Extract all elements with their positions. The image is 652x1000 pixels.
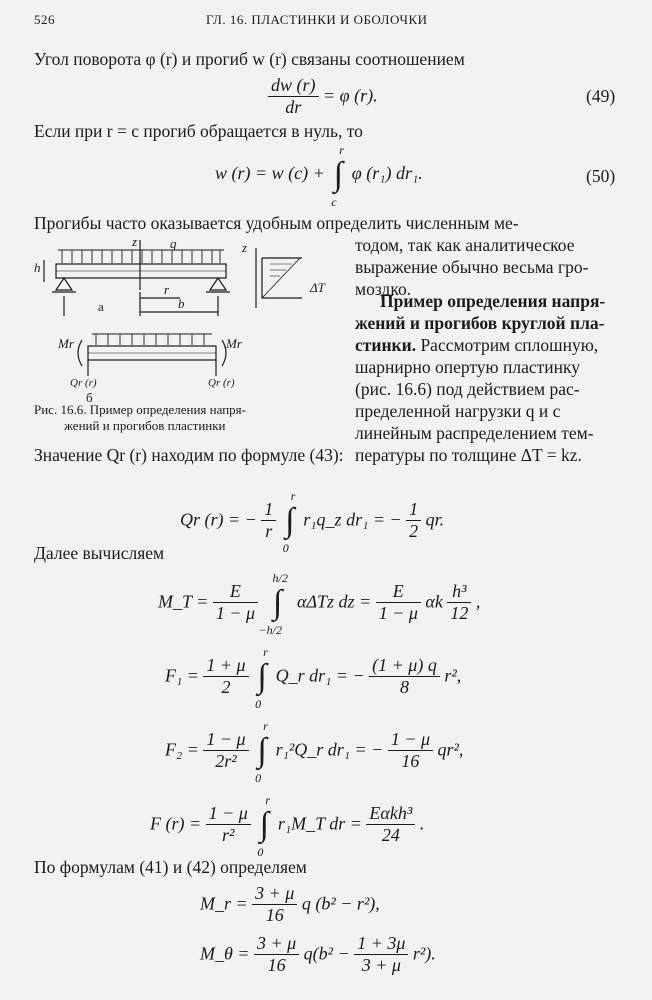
paragraph-6: По формулам (41) и (42) определяем [34,857,307,877]
figure-caption-line-2: жений и прогибов пластинки [64,418,226,433]
equation-f2 [165,719,464,786]
label-b: b [178,296,185,311]
derivative-fraction [268,76,319,118]
example-line-3-rest: Рассмотрим сплошную, [420,335,599,355]
example-title-line-1: Пример определения напря- [380,291,606,311]
equation-lhs: F₂ = [165,739,199,760]
fraction-numerator: (1 + μ) q [369,656,440,677]
example-line-3 [355,334,598,356]
fraction-denominator: 16 [401,750,420,771]
paragraph-3-line-3: выражение обычно весьма гро- [355,257,589,277]
label-a: a [98,299,104,314]
equation-tail: . [419,813,425,834]
page-number: 526 [34,12,55,27]
integral-sign: ∫ r 0 [282,489,296,556]
fraction-denominator: r² [222,824,235,845]
equation-number-50: (50) [586,166,616,186]
integrand: φ (r₁) dr₁. [351,163,423,184]
equation-lhs: M_T = [158,591,209,612]
paragraph-3-line-4: моздко. [355,279,412,299]
integrand: r₁M_T dr = [277,813,362,834]
fraction-denominator: 2r² [215,750,237,771]
example-line-5: (рис. 16.6) под действием рас- [355,379,580,399]
equation-lhs: F₁ = [165,665,199,686]
integrand: r₁²Q_r dr₁ = − [275,739,384,760]
integral-sign: ∫ h/2 −h/2 [258,571,288,638]
equation-mid: αk [425,591,443,612]
fraction-denominator: 24 [381,824,400,845]
example-line-8: пературы по толщине ΔT = kz. [355,445,582,465]
fraction-denominator: r [265,520,273,541]
equation-tail: , [475,591,481,612]
equation-mr [200,884,380,926]
equation-lhs: F (r) = [150,813,202,834]
label-h: h [34,260,41,275]
fraction-numerator: 1 − μ [206,804,251,825]
upper-limit: r [339,143,344,157]
label-mr-left: Mr [58,336,74,351]
lower-limit: 0 [257,845,264,860]
fraction-denominator: 8 [399,676,409,697]
fraction-denominator: 3 + μ [361,954,401,975]
equation-lhs: M_r = [200,893,248,914]
upper-limit: h/2 [272,571,288,586]
fraction-denominator: dr [285,96,302,117]
fraction-numerator: 1 [261,500,276,521]
integral-sign: ∫ r c [331,143,344,209]
equation-tail: qr. [425,509,445,530]
equation-tail: r²). [412,943,436,964]
paragraph-3-line-2: тодом, так как аналитическое [355,235,575,255]
equation-lhs: w (r) = w (c) + [215,163,325,184]
equation-tail: q (b² − r²), [301,893,380,914]
equation-number-49: (49) [586,86,616,106]
equation-rhs: = φ (r). [323,85,378,106]
paragraph-5: Далее вычисляем [34,543,165,563]
fraction-numerator: E [376,582,421,603]
equation-lhs: M_θ = [200,943,250,964]
integrand: Q_r dr₁ = − [275,665,365,686]
label-qr-right: Qr (r) [208,377,235,389]
label-q: q [170,236,177,251]
example-line-4: шарнирно опертую пластинку [355,357,580,377]
equation-lhs: Qr (r) = − [180,509,257,530]
lower-limit: c [331,195,337,209]
fraction-denominator: 16 [267,954,286,975]
paragraph-2: Если при r = c прогиб обращается в нуль, то [34,121,363,141]
fraction-numerator: 1 + 3μ [354,934,408,955]
equation-qr [180,489,445,556]
label-r: r [164,282,170,297]
upper-limit: r [265,793,270,808]
running-title: ГЛ. 16. ПЛАСТИНКИ И ОБОЛОЧКИ [206,12,428,27]
upper-limit: r [263,645,268,660]
example-line-7: линейным распределением тем- [355,423,594,443]
integral-sign: ∫ r 0 [255,645,268,712]
equation-50 [215,143,423,209]
equation-f [150,793,425,860]
fraction-denominator: 2 [221,676,231,697]
fraction-numerator: Eαkh³ [366,804,415,825]
integrand: αΔTz dz = [297,591,372,612]
fraction-numerator: 3 + μ [252,884,297,905]
equation-mid: q(b² − [303,943,350,964]
example-title-line-2: жений и прогибов круглой пла- [355,313,605,333]
label-z2: z [242,240,248,255]
figure-caption-line-1: Рис. 16.6. Пример определения напря- [34,402,246,417]
paragraph-3-line-1: Прогибы часто оказывается удобным определить численным ме- [34,213,519,233]
lower-limit: 0 [282,541,289,556]
paragraph-4: Значение Qr (r) находим по формуле (43): [34,445,344,465]
figure-16-6 [30,236,350,416]
equation-tail: r², [444,665,462,686]
fraction-denominator: 16 [265,904,284,925]
equation-f1 [165,645,462,712]
paragraph-1: Угол поворота φ (r) и прогиб w (r) связаны соотношением [34,49,465,69]
lower-limit: 0 [255,771,262,786]
fraction-numerator: 3 + μ [254,934,299,955]
fraction-numerator: E [213,582,258,603]
fraction-numerator: 1 − μ [203,730,248,751]
lower-limit: 0 [255,697,262,712]
label-mr-right: Mr [226,336,242,351]
fraction-numerator: dw (r) [268,76,319,97]
fraction-denominator: 12 [450,602,469,623]
label-z1: z [132,236,138,249]
fraction-numerator: 1 [406,500,421,521]
equation-tail: qr², [437,739,464,760]
label-qr-left: Qr (r) [70,377,97,389]
upper-limit: r [290,489,296,504]
fraction-denominator: 2 [409,520,419,541]
fraction-denominator: 1 − μ [378,602,418,623]
fraction-numerator: 1 − μ [388,730,433,751]
fraction-denominator: 1 − μ [215,602,256,623]
upper-limit: r [263,719,268,734]
equation-49 [268,76,378,118]
equation-mt [158,571,481,638]
example-line-6: пределенной нагрузки q и с [355,401,561,421]
integral-sign: ∫ r 0 [255,719,268,786]
example-title-line-3: стинки. [355,335,417,355]
fraction-numerator: 1 + μ [203,656,248,677]
equation-mtheta [200,934,436,976]
integral-sign: ∫ r 0 [257,793,270,860]
lower-limit: −h/2 [258,623,282,638]
fraction-numerator: h³ [447,582,471,603]
integrand: r₁q_z dr₁ = − [303,509,402,530]
label-delta-t: ΔT [310,280,325,295]
label-sub-b: б [86,390,93,405]
